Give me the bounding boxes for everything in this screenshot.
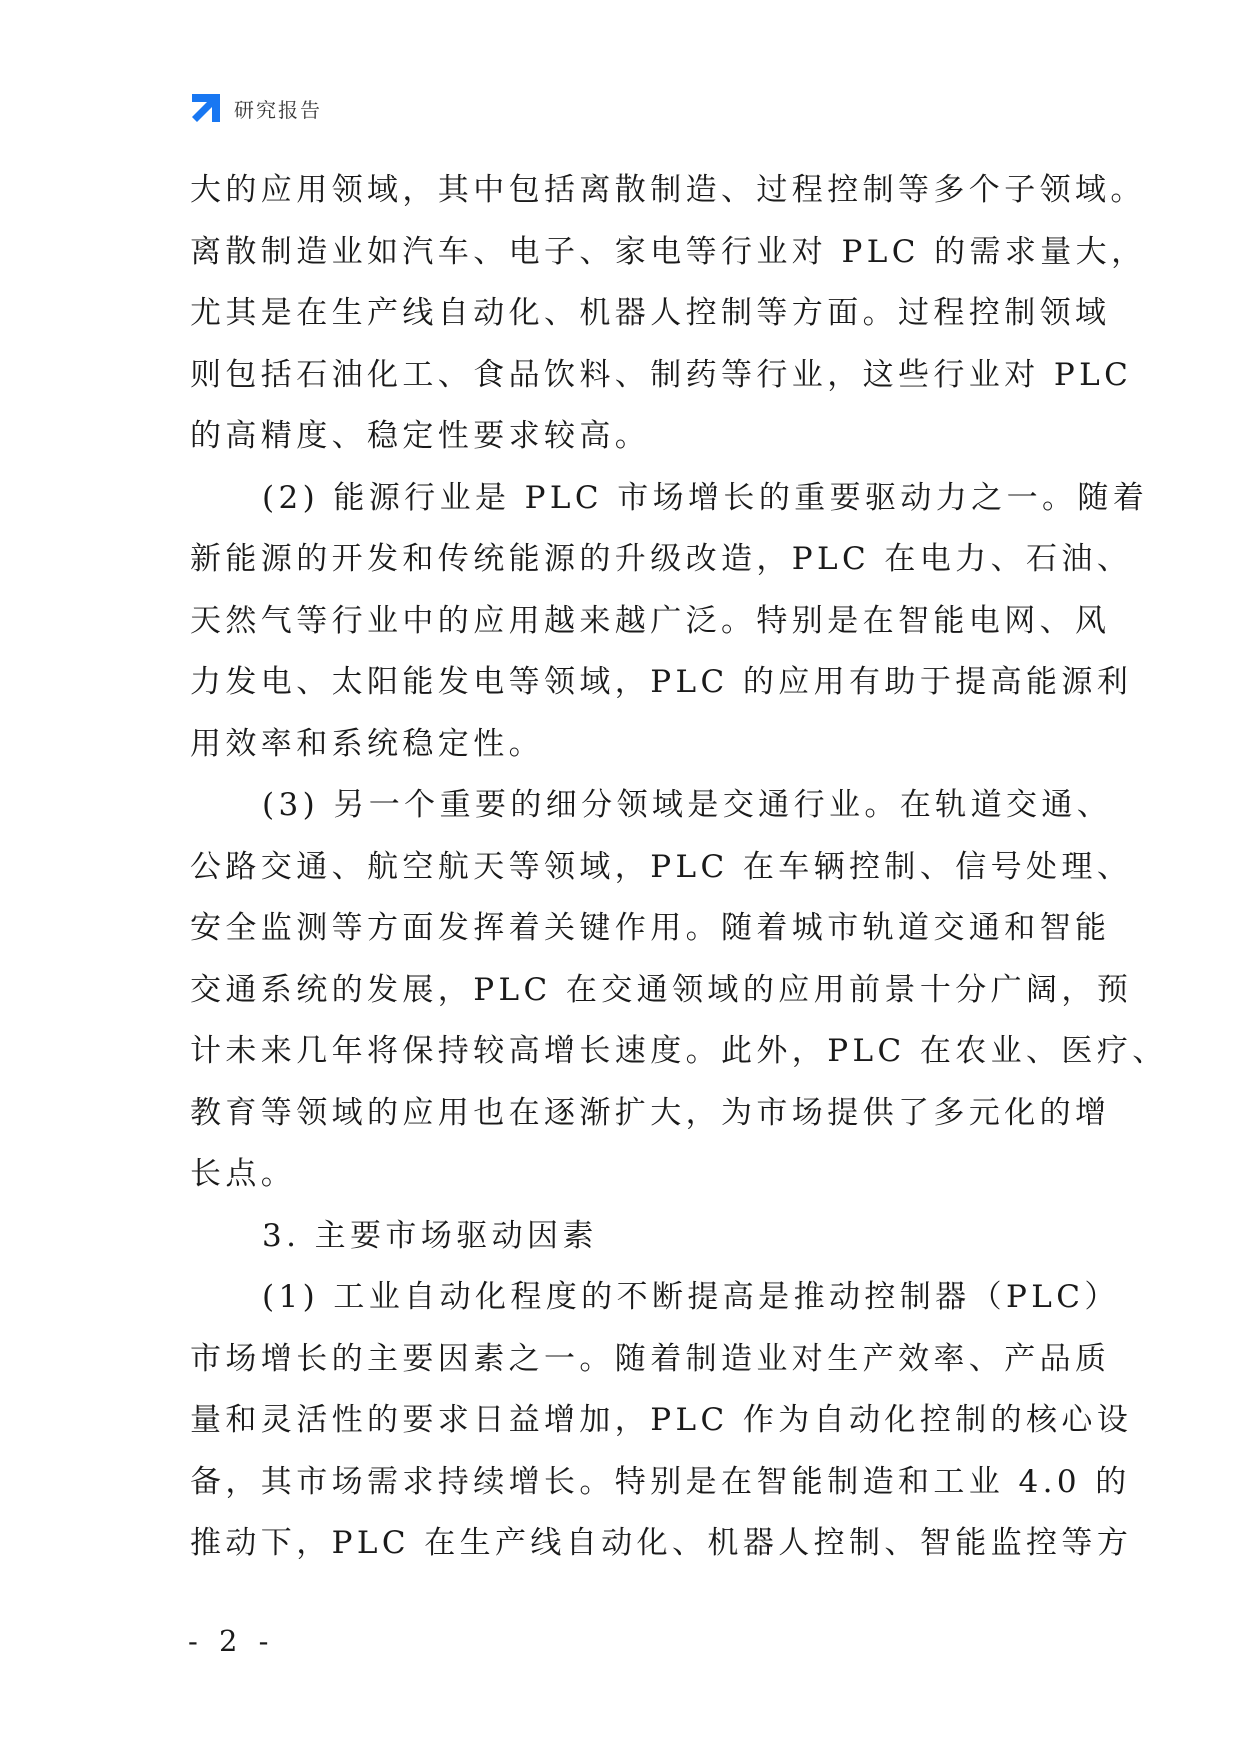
- text-line: 安全监测等方面发挥着关键作用。随着城市轨道交通和智能: [190, 910, 1111, 946]
- text-line: 备，其市场需求持续增长。特别是在智能制造和工业 4.0 的: [190, 1463, 1131, 1500]
- page-number: - 2 -: [188, 1624, 275, 1658]
- text-line: 用效率和系统稳定性。: [190, 725, 544, 762]
- text-line: 离散制造业如汽车、电子、家电等行业对 PLC 的需求量大，: [190, 233, 1147, 270]
- text-line: 大的应用领域，其中包括离散制造、过程控制等多个子领域。: [190, 172, 1146, 208]
- text-line: (2) 能源行业是 PLC 市场增长的重要驱动力之一。随着: [262, 479, 1149, 516]
- text-line: 公路交通、航空航天等领域，PLC 在车辆控制、信号处理、: [190, 848, 1133, 885]
- text-line: 市场增长的主要因素之一。随着制造业对生产效率、产品质: [190, 1340, 1111, 1377]
- text-line: 力发电、太阳能发电等领域，PLC 的应用有助于提高能源利: [190, 664, 1133, 700]
- text-line: 的高精度、稳定性要求较高。: [190, 418, 651, 454]
- text-line: 教育等领域的应用也在逐渐扩大，为市场提供了多元化的增: [190, 1094, 1111, 1131]
- text-line: 量和灵活性的要求日益增加，PLC 作为自动化控制的核心设: [190, 1402, 1133, 1438]
- header-title: 研究报告: [234, 97, 322, 122]
- text-line: 则包括石油化工、食品饮料、制药等行业，这些行业对 PLC: [190, 356, 1133, 393]
- text-line: 3. 主要市场驱动因素: [262, 1217, 598, 1254]
- text-line: 推动下，PLC 在生产线自动化、机器人控制、智能监控等方: [190, 1525, 1133, 1561]
- text-line: 尤其是在生产线自动化、机器人控制等方面。过程控制领域: [190, 295, 1111, 331]
- arrow-up-right-icon: [188, 90, 224, 126]
- text-line: 新能源的开发和传统能源的升级改造，PLC 在电力、石油、: [190, 541, 1133, 577]
- text-line: 计未来几年将保持较高增长速度。此外，PLC 在农业、医疗、: [190, 1033, 1168, 1069]
- text-line: 天然气等行业中的应用越来越广泛。特别是在智能电网、风: [190, 602, 1111, 639]
- text-line: 长点。: [190, 1156, 297, 1192]
- page-header: [188, 90, 322, 126]
- text-line: 交通系统的发展，PLC 在交通领域的应用前景十分广阔，预: [190, 971, 1133, 1008]
- document-body: [190, 160, 1168, 1575]
- text-line: (1) 工业自动化程度的不断提高是推动控制器（PLC）: [262, 1279, 1120, 1315]
- text-line: (3) 另一个重要的细分领域是交通行业。在轨道交通、: [262, 787, 1113, 823]
